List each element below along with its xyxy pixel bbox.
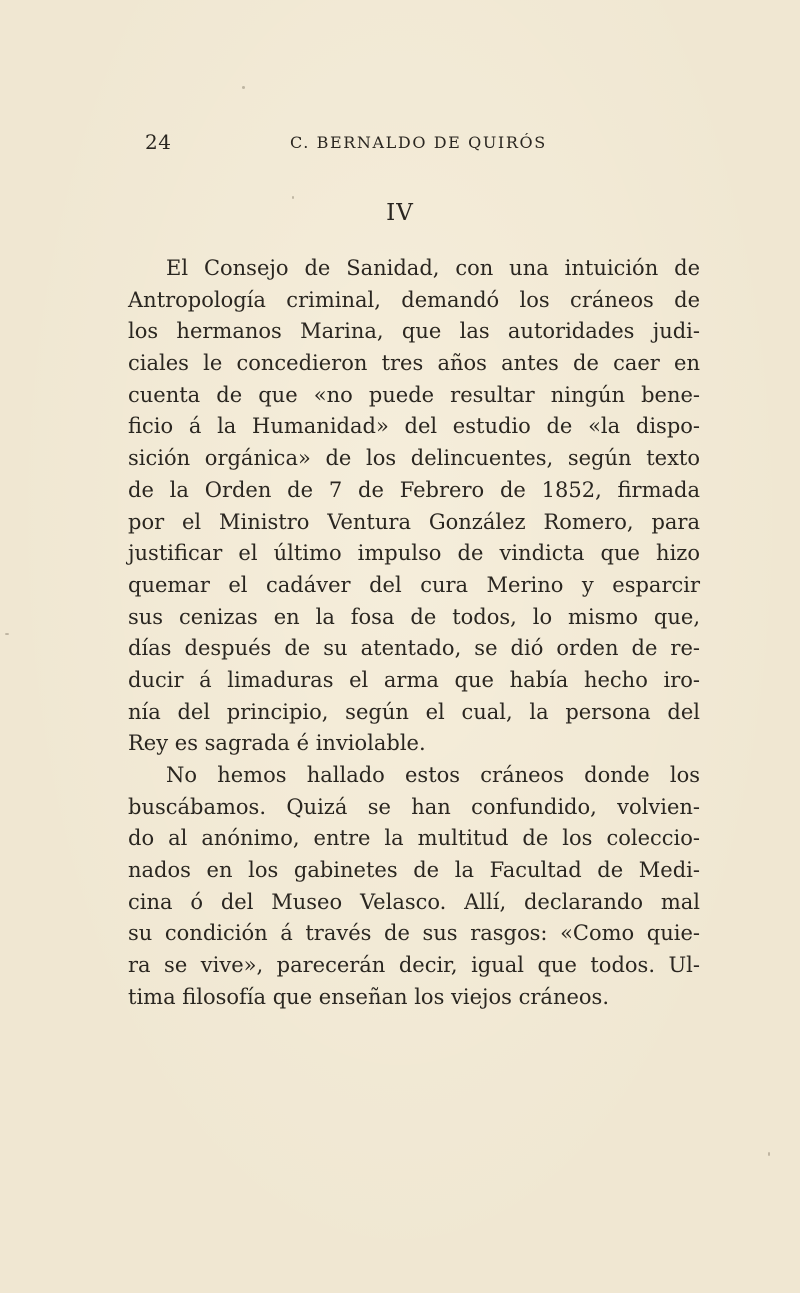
- text-line: cuenta de que «no puede resultar ningún bene-: [128, 382, 700, 407]
- text-line: nados en los gabinetes de la Facultad de Medi-: [128, 858, 700, 883]
- paper-speck: [242, 86, 245, 89]
- text-line: ducir á limaduras el arma que había hecho iro-: [128, 667, 700, 692]
- text-line: días después de su atentado, se dió orden de re-: [128, 636, 700, 661]
- text-line: tima filosofía que enseñan los viejos cráneos.: [128, 984, 610, 1009]
- paragraph: [128, 253, 700, 760]
- text-line: justificar el último impulso de vindicta que hizo: [128, 541, 700, 566]
- text-line: Rey es sagrada é inviolable.: [128, 731, 426, 756]
- text-line: cina ó del Museo Velasco. Allí, declarando mal: [128, 889, 700, 914]
- section-heading: IV: [386, 200, 414, 226]
- text-line: ciales le concedieron tres años antes de caer en: [128, 351, 700, 376]
- text-line: ra se vive», parecerán decir, igual que todos. Ul-: [128, 953, 700, 978]
- running-head: [145, 130, 700, 156]
- running-title: C. BERNALDO DE QUIRÓS: [290, 133, 547, 152]
- body-text: [128, 253, 700, 1014]
- text-line: sición orgánica» de los delincuentes, según texto: [128, 446, 700, 471]
- page-number: 24: [145, 130, 172, 154]
- text-line: ficio á la Humanidad» del estudio de «la dispo-: [128, 414, 700, 439]
- text-line: sus cenizas en la fosa de todos, lo mismo que,: [128, 604, 700, 629]
- text-line: do al anónimo, entre la multitud de los coleccio-: [128, 826, 700, 851]
- text-line: No hemos hallado estos cráneos donde los: [166, 763, 700, 787]
- paper-speck: [292, 196, 294, 199]
- text-line: de la Orden de 7 de Febrero de 1852, firmada: [128, 477, 700, 502]
- text-line: El Consejo de Sanidad, con una intuición de: [166, 256, 700, 280]
- text-line: su condición á través de sus rasgos: «Como quie-: [128, 921, 700, 946]
- text-line: Antropología criminal, demandó los cráneos de: [128, 287, 700, 312]
- text-line: los hermanos Marina, que las autoridades judi-: [128, 319, 700, 344]
- text-line: por el Ministro Ventura González Romero, para: [128, 509, 700, 534]
- paper-speck: [768, 1152, 770, 1156]
- paragraph: [128, 760, 700, 1014]
- text-line: quemar el cadáver del cura Merino y esparcir: [128, 572, 700, 597]
- text-line: buscábamos. Quizá se han confundido, volvien-: [128, 794, 700, 819]
- paper-speck: [5, 633, 9, 635]
- text-line: nía del principio, según el cual, la persona del: [128, 699, 700, 724]
